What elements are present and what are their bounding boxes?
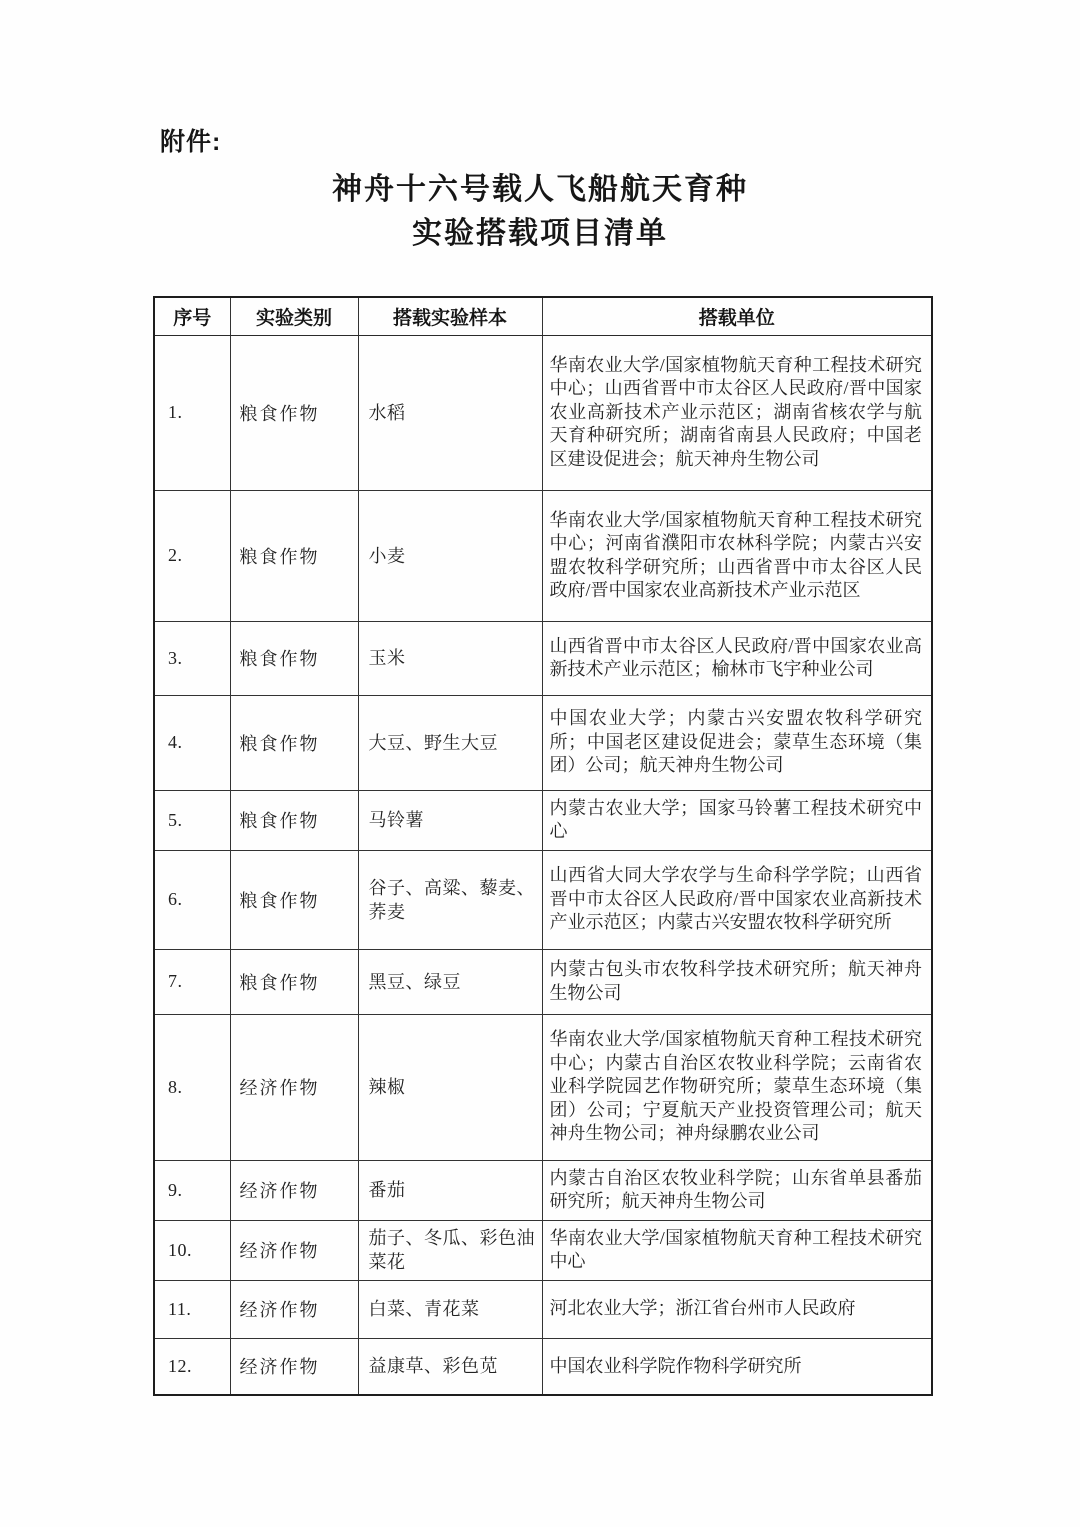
row-number: 3.	[154, 621, 230, 695]
table-row	[154, 1338, 932, 1395]
row-sample: 白菜、青花菜	[358, 1280, 542, 1338]
row-number: 1.	[154, 335, 230, 490]
row-sample: 水稻	[358, 335, 542, 490]
row-category: 粮食作物	[230, 790, 358, 850]
row-number: 4.	[154, 695, 230, 790]
row-units: 内蒙古自治区农牧业科学院；山东省单县番茄研究所；航天神舟生物公司	[542, 1160, 932, 1220]
row-units: 中国农业科学院作物科学研究所	[542, 1338, 932, 1395]
document-title-line1: 神舟十六号载人飞船航天育种	[332, 173, 748, 206]
row-category: 粮食作物	[230, 490, 358, 621]
row-sample: 番茄	[358, 1160, 542, 1220]
row-sample: 辣椒	[358, 1014, 542, 1160]
table-row	[154, 949, 932, 1014]
row-category: 粮食作物	[230, 949, 358, 1014]
row-sample: 茄子、冬瓜、彩色油菜花	[358, 1220, 542, 1280]
document-title-line2: 实验搭载项目清单	[412, 217, 668, 250]
row-units: 山西省大同大学农学与生命科学学院；山西省晋中市太谷区人民政府/晋中国家农业高新技术产业示范区；内蒙古兴安盟农牧科学研究所	[542, 850, 932, 949]
row-category: 粮食作物	[230, 695, 358, 790]
row-number: 7.	[154, 949, 230, 1014]
row-category: 粮食作物	[230, 335, 358, 490]
header-index: 序号	[154, 297, 230, 335]
row-category: 粮食作物	[230, 850, 358, 949]
row-category: 经济作物	[230, 1160, 358, 1220]
header-units: 搭载单位	[542, 297, 932, 335]
row-sample: 小麦	[358, 490, 542, 621]
row-number: 6.	[154, 850, 230, 949]
row-number: 9.	[154, 1160, 230, 1220]
table-header-row	[154, 297, 932, 335]
row-number: 8.	[154, 1014, 230, 1160]
row-units: 华南农业大学/国家植物航天育种工程技术研究中心；河南省濮阳市农林科学院；内蒙古兴安盟农牧科学研究所；山西省晋中市太谷区人民政府/晋中国家农业高新技术产业示范区	[542, 490, 932, 621]
row-units: 华南农业大学/国家植物航天育种工程技术研究中心	[542, 1220, 932, 1280]
row-units: 山西省晋中市太谷区人民政府/晋中国家农业高新技术产业示范区；榆林市飞宇种业公司	[542, 621, 932, 695]
table-row	[154, 1160, 932, 1220]
row-sample: 黑豆、绿豆	[358, 949, 542, 1014]
document-title	[0, 168, 1080, 256]
table-row	[154, 1280, 932, 1338]
row-number: 2.	[154, 490, 230, 621]
row-sample: 马铃薯	[358, 790, 542, 850]
row-category: 粮食作物	[230, 621, 358, 695]
row-units: 内蒙古包头市农牧科学技术研究所；航天神舟生物公司	[542, 949, 932, 1014]
row-number: 10.	[154, 1220, 230, 1280]
row-units: 华南农业大学/国家植物航天育种工程技术研究中心；山西省晋中市太谷区人民政府/晋中国家农业高新技术产业示范区；湖南省核农学与航天育种研究所；湖南省南县人民政府；中国老区建设促进会；航天神舟生物公司	[542, 335, 932, 490]
row-sample: 大豆、野生大豆	[358, 695, 542, 790]
row-category: 经济作物	[230, 1220, 358, 1280]
header-category: 实验类别	[230, 297, 358, 335]
table-row	[154, 1014, 932, 1160]
row-sample: 益康草、彩色苋	[358, 1338, 542, 1395]
row-number: 5.	[154, 790, 230, 850]
attachment-label: 附件:	[160, 128, 222, 156]
table-row	[154, 850, 932, 949]
row-sample: 谷子、高粱、藜麦、荞麦	[358, 850, 542, 949]
row-category: 经济作物	[230, 1338, 358, 1395]
row-category: 经济作物	[230, 1280, 358, 1338]
table-row	[154, 695, 932, 790]
row-sample: 玉米	[358, 621, 542, 695]
row-units: 中国农业大学；内蒙古兴安盟农牧科学研究所；中国老区建设促进会；蒙草生态环境（集团）公司；航天神舟生物公司	[542, 695, 932, 790]
row-units: 华南农业大学/国家植物航天育种工程技术研究中心；内蒙古自治区农牧业科学院；云南省农业科学院园艺作物研究所；蒙草生态环境（集团）公司；宁夏航天产业投资管理公司；航天神舟生物公司；神舟绿鹏农业公司	[542, 1014, 932, 1160]
payload-project-table	[153, 296, 933, 1396]
header-sample: 搭载实验样本	[358, 297, 542, 335]
table-row	[154, 621, 932, 695]
row-units: 内蒙古农业大学；国家马铃薯工程技术研究中心	[542, 790, 932, 850]
row-units: 河北农业大学；浙江省台州市人民政府	[542, 1280, 932, 1338]
table-row	[154, 790, 932, 850]
row-category: 经济作物	[230, 1014, 358, 1160]
row-number: 11.	[154, 1280, 230, 1338]
table-row	[154, 1220, 932, 1280]
row-number: 12.	[154, 1338, 230, 1395]
table-row	[154, 490, 932, 621]
table-row	[154, 335, 932, 490]
